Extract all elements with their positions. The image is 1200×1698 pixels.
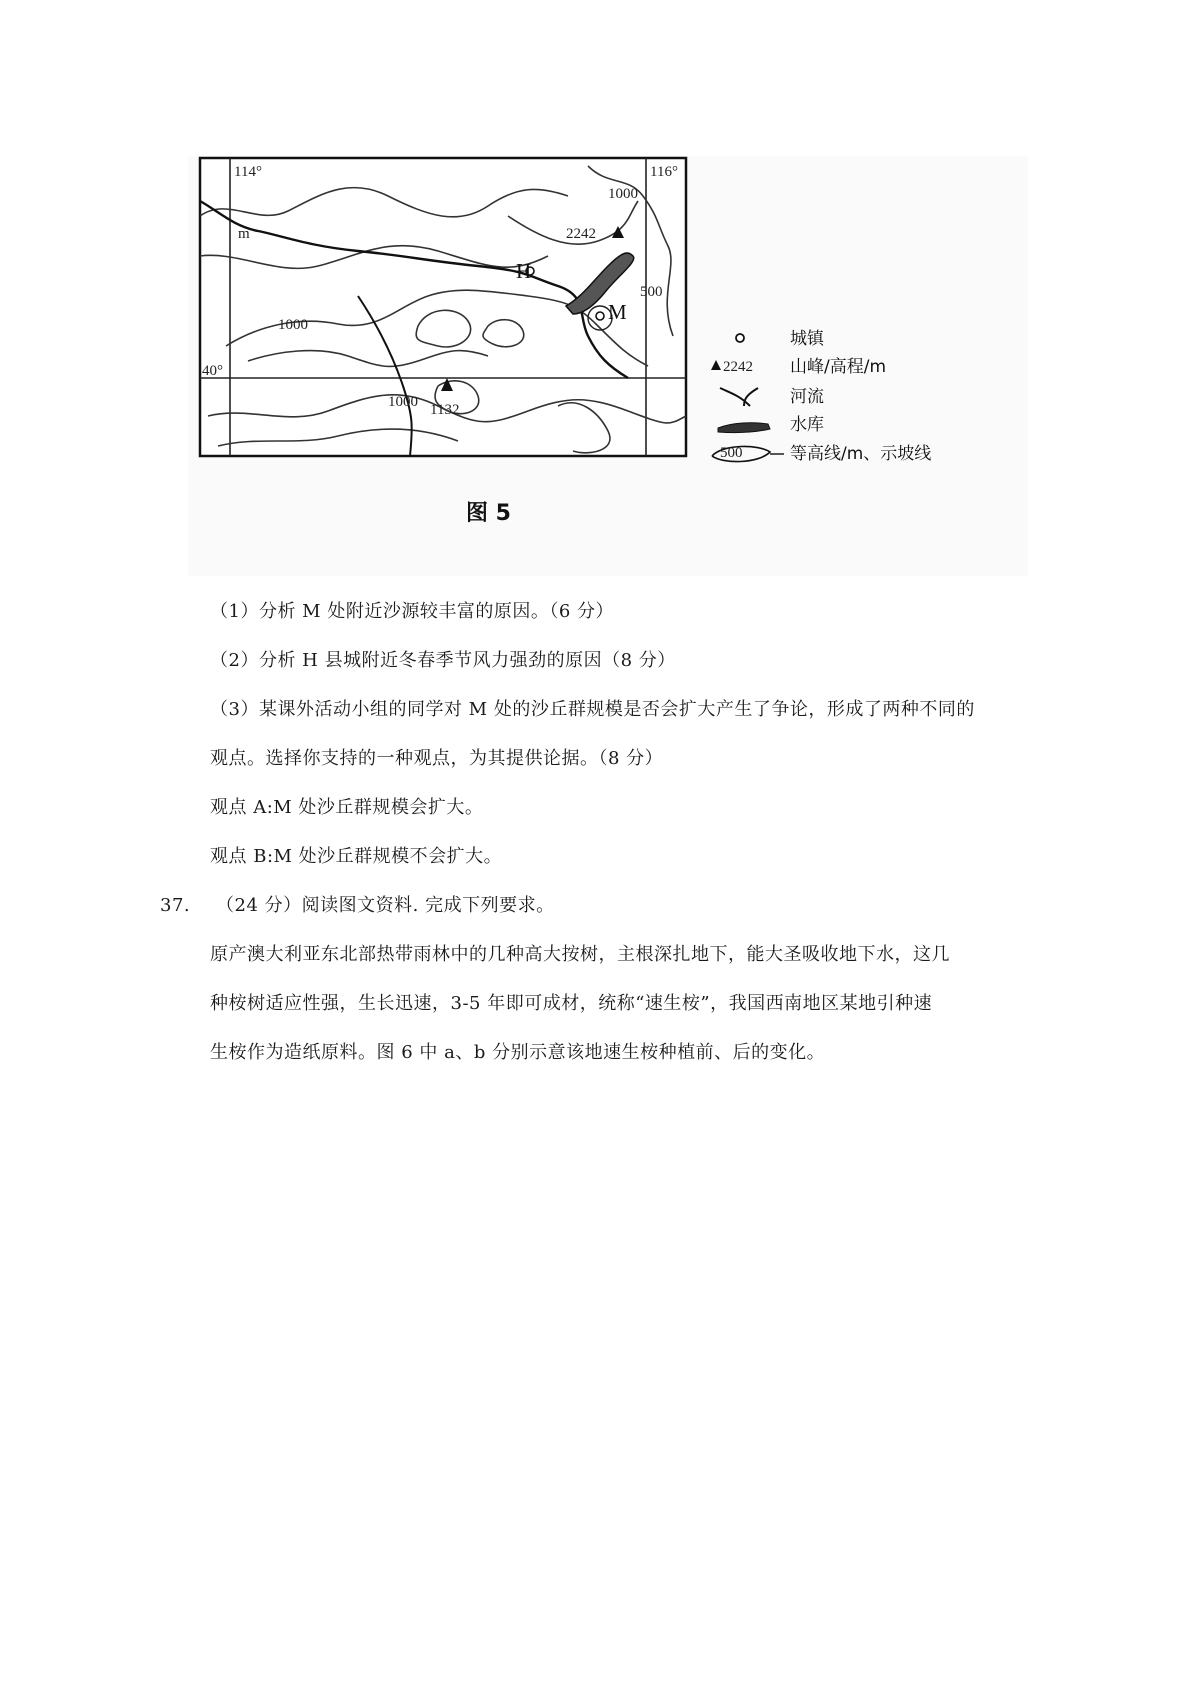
river-label: m	[238, 226, 250, 242]
legend-town-icon	[736, 334, 744, 342]
legend-peak-value: 2242	[723, 359, 753, 375]
legend-contour-value: 500	[720, 445, 743, 461]
viewpoint-b: 观点 B:M 处沙丘群规模不会扩大。	[210, 846, 503, 867]
legend-river-icon	[720, 388, 758, 406]
legend-reservoir-icon	[718, 423, 770, 433]
lon-left-label: 114°	[234, 164, 262, 180]
topographic-map	[188, 156, 1028, 576]
town-m-label: M	[608, 300, 627, 324]
peak2-elevation-label: 1132	[430, 402, 460, 418]
legend-town: 城镇	[790, 329, 824, 349]
contour-1000-label-b: 1000	[278, 317, 308, 333]
question-37-paragraph-line3: 生桉作为造纸原料。图 6 中 a、b 分别示意该地速生桉种植前、后的变化。	[210, 1042, 826, 1063]
town-m-icon	[596, 312, 604, 320]
lat-label: 40°	[202, 363, 223, 379]
town-h-label: H	[516, 259, 532, 283]
question-37-number: 37.	[160, 895, 191, 916]
figure-caption: 图 5	[466, 501, 511, 526]
question-3-line2: 观点。选择你支持的一种观点，为其提供论据。（8 分）	[210, 748, 664, 769]
legend-peak: 山峰/高程/m	[790, 357, 887, 377]
contour-1000-label-a: 1000	[608, 186, 638, 202]
legend-reservoir: 水库	[790, 415, 824, 435]
question-3-line1: （3）某课外活动小组的同学对 M 处的沙丘群规模是否会扩大产生了争论，形成了两种不同的	[210, 699, 975, 720]
viewpoint-a: 观点 A:M 处沙丘群规模会扩大。	[210, 797, 484, 818]
legend	[711, 329, 931, 464]
question-37-intro: （24 分）阅读图文资料. 完成下列要求。	[216, 895, 555, 916]
contour-1000-label-c: 1000	[388, 394, 418, 410]
legend-contour: 等高线/m、示坡线	[790, 444, 932, 464]
figure-5	[188, 156, 1028, 576]
legend-peak-icon	[711, 360, 721, 370]
legend-river: 河流	[790, 387, 824, 407]
question-37-paragraph-line1: 原产澳大利亚东北部热带雨林中的几种高大按树，主根深扎地下，能大圣吸收地下水，这几	[210, 944, 950, 965]
lon-right-label: 116°	[650, 164, 678, 180]
peak-elevation-label: 2242	[566, 226, 596, 242]
question-2: （2）分析 H 县城附近冬春季节风力强劲的原因（8 分）	[210, 650, 676, 671]
question-37-paragraph-line2: 种桉树适应性强，生长迅速，3-5 年即可成材，统称“速生桉”，我国西南地区某地引种速	[210, 993, 933, 1014]
question-1: （1）分析 M 处附近沙源较丰富的原因。（6 分）	[210, 601, 614, 622]
contour-500-label: 500	[640, 284, 663, 300]
